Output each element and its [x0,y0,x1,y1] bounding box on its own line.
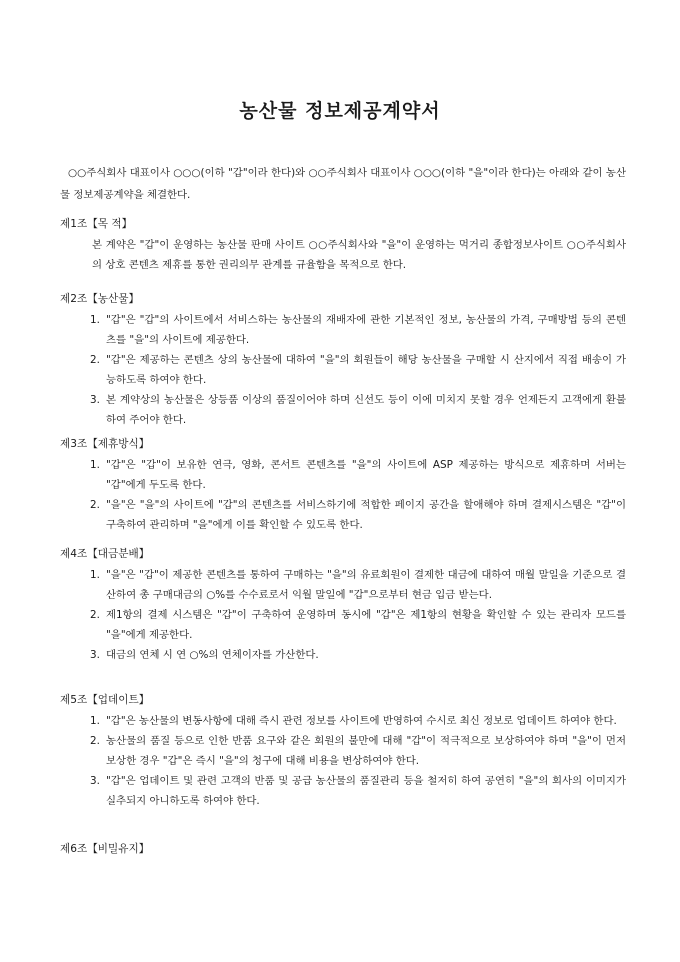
list-item [60,711,626,731]
item-number: 3. [90,775,100,787]
item-text: 제1항의 결제 시스템은 "갑"이 구축하여 운영하며 동시에 "갑"은 제1항의 현황을 확인할 수 있는 관리자 모드를 "을"에게 제공한다. [106,609,626,641]
item-number: 3. [90,394,100,406]
list-item [60,455,626,495]
intro-paragraph: ○○주식회사 대표이사 ○○○(이하 "갑"이라 한다)와 ○○주식회사 대표이사 ○○○(이하 "을"이라 한다)는 아래와 같이 농산물 정보제공계약을 체결한다. [60,167,626,201]
article-3 [60,434,626,535]
article-6 [60,839,626,860]
article-5 [60,690,626,811]
item-text: 대금의 연체 시 연 ○%의 연체이자를 가산한다. [106,649,319,661]
article-4 [60,544,626,665]
list-item [60,565,626,605]
item-text: "을"은 "갑"이 제공한 콘텐츠를 통하여 구매하는 "을"의 유료회원이 결제한 대금에 대하여 매월 말일을 기준으로 결산하여 총 구매대금의 ○%를 수수료로서 익월 말일에 "갑"으로부터 현금 입금 받는다. [106,569,626,601]
document-title: 농산물 정보제공계약서 [239,100,441,122]
list-item [60,310,626,350]
item-number: 3. [90,649,100,661]
article-heading: 제6조【비밀유지】 [60,843,150,855]
item-text: "을"은 "을"의 사이트에 "갑"의 콘텐츠를 서비스하기에 적합한 페이지 공간을 할애해야 하며 결제시스템은 "갑"이 구축하여 관리하며 "을"에게 이를 확인할 수 있도록 한다. [106,499,626,531]
article-heading: 제2조【농산물】 [60,293,140,305]
item-number: 2. [90,354,100,366]
item-text: "갑"은 제공하는 콘텐츠 상의 농산물에 대하여 "을"의 회원들이 해당 농산물을 구매할 시 산지에서 직접 배송이 가능하도록 하여야 한다. [106,354,626,386]
article-heading: 제1조【목 적】 [60,218,133,230]
list-item [60,771,626,811]
article-heading: 제3조【제휴방식】 [60,438,150,450]
list-item [60,605,626,645]
list-item [60,645,626,665]
item-text: 본 계약상의 농산물은 상등품 이상의 품질이어야 하며 신선도 등이 이에 미치지 못할 경우 언제든지 고객에게 환불하여 주어야 한다. [106,394,626,426]
item-text: "갑"은 "갑"의 사이트에서 서비스하는 농산물의 재배자에 관한 기본적인 정보, 농산물의 가격, 구매방법 등의 콘텐츠를 "을"의 사이트에 제공한다. [106,314,626,346]
item-number: 1. [90,715,100,727]
item-text: "갑"은 "갑"이 보유한 연극, 영화, 콘서트 콘텐츠를 "을"의 사이트에 ASP 제공하는 방식으로 제휴하며 서버는 "갑"에게 두도록 한다. [106,459,626,491]
list-item [60,350,626,390]
item-number: 1. [90,314,100,326]
item-text: 농산물의 품질 등으로 인한 반품 요구와 같은 회원의 불만에 대해 "갑"이 적극적으로 보상하여야 하며 "을"이 먼저 보상한 경우 "갑"은 즉시 "을"의 청구에 대해 비용을 변상하여야 한다. [106,735,626,767]
article-heading: 제5조【업데이트】 [60,694,150,706]
item-number: 2. [90,735,100,747]
article-heading: 제4조【대금분배】 [60,548,150,560]
item-number: 2. [90,609,100,621]
item-text: "갑"은 업데이트 및 관련 고객의 반품 및 공급 농산물의 품질관리 등을 철저히 하여 공연히 "을"의 회사의 이미지가 실추되지 아니하도록 하여야 한다. [106,775,626,807]
item-number: 1. [90,569,100,581]
list-item [60,495,626,535]
article-1 [60,214,626,275]
article-body: 본 계약은 "갑"이 운영하는 농산물 판매 사이트 ○○주식회사와 "을"이 운영하는 먹거리 종합정보사이트 ○○주식회사의 상호 콘텐츠 제휴를 통한 권리의무 관계를 규율함을 목적으로 한다. [92,239,626,271]
item-number: 1. [90,459,100,471]
article-2 [60,289,626,430]
item-number: 2. [90,499,100,511]
list-item [60,731,626,771]
list-item [60,390,626,430]
item-text: "갑"은 농산물의 변동사항에 대해 즉시 관련 정보를 사이트에 반영하여 수시로 최신 정보로 업데이트 하여야 한다. [106,715,617,727]
